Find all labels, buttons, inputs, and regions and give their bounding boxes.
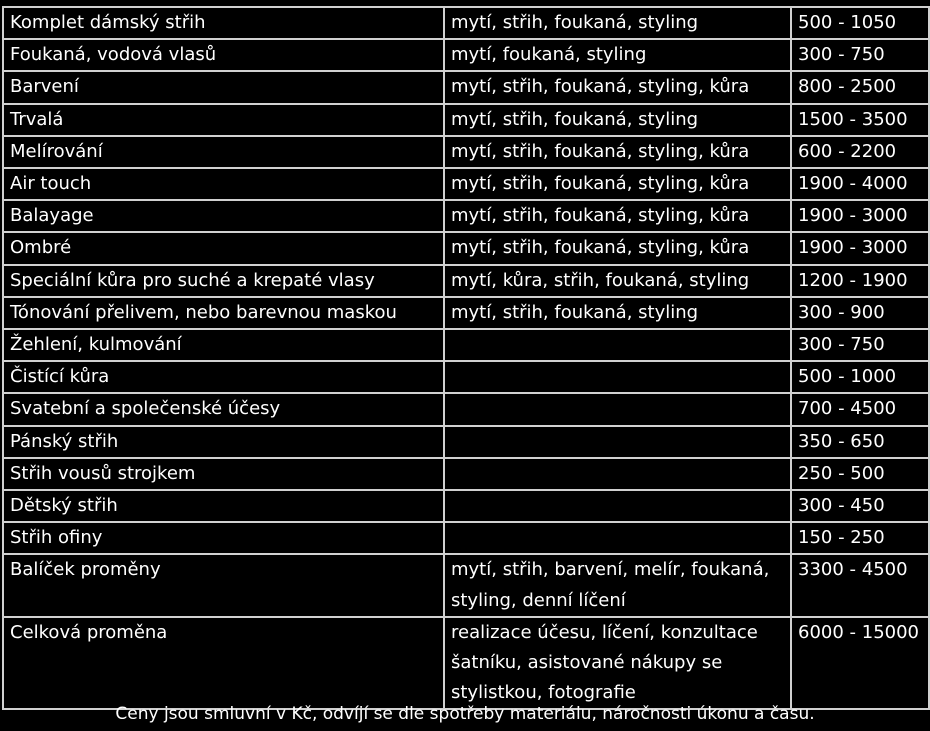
service-price: 500 - 1050 [791,7,929,39]
service-price: 250 - 500 [791,458,929,490]
table-row [3,393,929,425]
service-description: mytí, střih, foukaná, styling, kůra [444,136,791,168]
service-description [444,522,791,554]
service-description: mytí, střih, foukaná, styling, kůra [444,200,791,232]
table-row [3,490,929,522]
table-row [3,7,929,39]
service-name: Žehlení, kulmování [3,329,444,361]
table-row [3,522,929,554]
table-row [3,329,929,361]
price-footnote: Ceny jsou smluvní v Kč, odvíjí se dle spotřeby materiálu, náročnosti úkonu a času. [115,704,815,724]
service-name: Trvalá [3,104,444,136]
service-description: mytí, střih, barvení, melír, foukaná, styling, denní líčení [444,554,791,616]
service-price: 600 - 2200 [791,136,929,168]
service-description: mytí, kůra, střih, foukaná, styling [444,265,791,297]
table-row [3,71,929,103]
table-row [3,617,929,710]
price-list-table [2,6,930,710]
service-name: Speciální kůra pro suché a krepaté vlasy [3,265,444,297]
service-description: mytí, střih, foukaná, styling [444,7,791,39]
service-price: 1900 - 3000 [791,232,929,264]
service-price: 1900 - 3000 [791,200,929,232]
table-row [3,200,929,232]
service-description: mytí, střih, foukaná, styling, kůra [444,232,791,264]
table-row [3,265,929,297]
service-name: Svatební a společenské účesy [3,393,444,425]
service-name: Tónování přelivem, nebo barevnou maskou [3,297,444,329]
service-name: Foukaná, vodová vlasů [3,39,444,71]
table-row [3,458,929,490]
service-name: Čistící kůra [3,361,444,393]
service-price: 150 - 250 [791,522,929,554]
service-price: 1200 - 1900 [791,265,929,297]
service-name: Barvení [3,71,444,103]
service-description: realizace účesu, líčení, konzultace šatníku, asistované nákupy se stylistkou, fotografie [444,617,791,710]
service-name: Balayage [3,200,444,232]
service-price: 300 - 750 [791,329,929,361]
table-row [3,297,929,329]
service-price: 1900 - 4000 [791,168,929,200]
price-list-body [3,7,929,709]
service-description: mytí, střih, foukaná, styling [444,297,791,329]
service-description: mytí, střih, foukaná, styling, kůra [444,168,791,200]
table-row [3,232,929,264]
service-price: 6000 - 15000 [791,617,929,710]
table-row [3,136,929,168]
service-description: mytí, foukaná, styling [444,39,791,71]
service-price: 300 - 750 [791,39,929,71]
service-price: 300 - 900 [791,297,929,329]
service-name: Střih ofiny [3,522,444,554]
service-name: Pánský střih [3,426,444,458]
service-name: Ombré [3,232,444,264]
service-price: 300 - 450 [791,490,929,522]
table-row [3,39,929,71]
service-description [444,393,791,425]
service-description [444,458,791,490]
service-description [444,329,791,361]
service-name: Air touch [3,168,444,200]
table-row [3,426,929,458]
service-description: mytí, střih, foukaná, styling, kůra [444,71,791,103]
service-name: Střih vousů strojkem [3,458,444,490]
service-price: 350 - 650 [791,426,929,458]
service-price: 800 - 2500 [791,71,929,103]
service-description [444,426,791,458]
table-row [3,361,929,393]
service-description [444,490,791,522]
table-row [3,554,929,616]
service-price: 500 - 1000 [791,361,929,393]
service-description [444,361,791,393]
table-row [3,168,929,200]
service-name: Melírování [3,136,444,168]
service-name: Celková proměna [3,617,444,710]
service-name: Dětský střih [3,490,444,522]
service-name: Komplet dámský střih [3,7,444,39]
service-price: 1500 - 3500 [791,104,929,136]
service-price: 3300 - 4500 [791,554,929,616]
table-row [3,104,929,136]
service-price: 700 - 4500 [791,393,929,425]
service-description: mytí, střih, foukaná, styling [444,104,791,136]
service-name: Balíček proměny [3,554,444,616]
